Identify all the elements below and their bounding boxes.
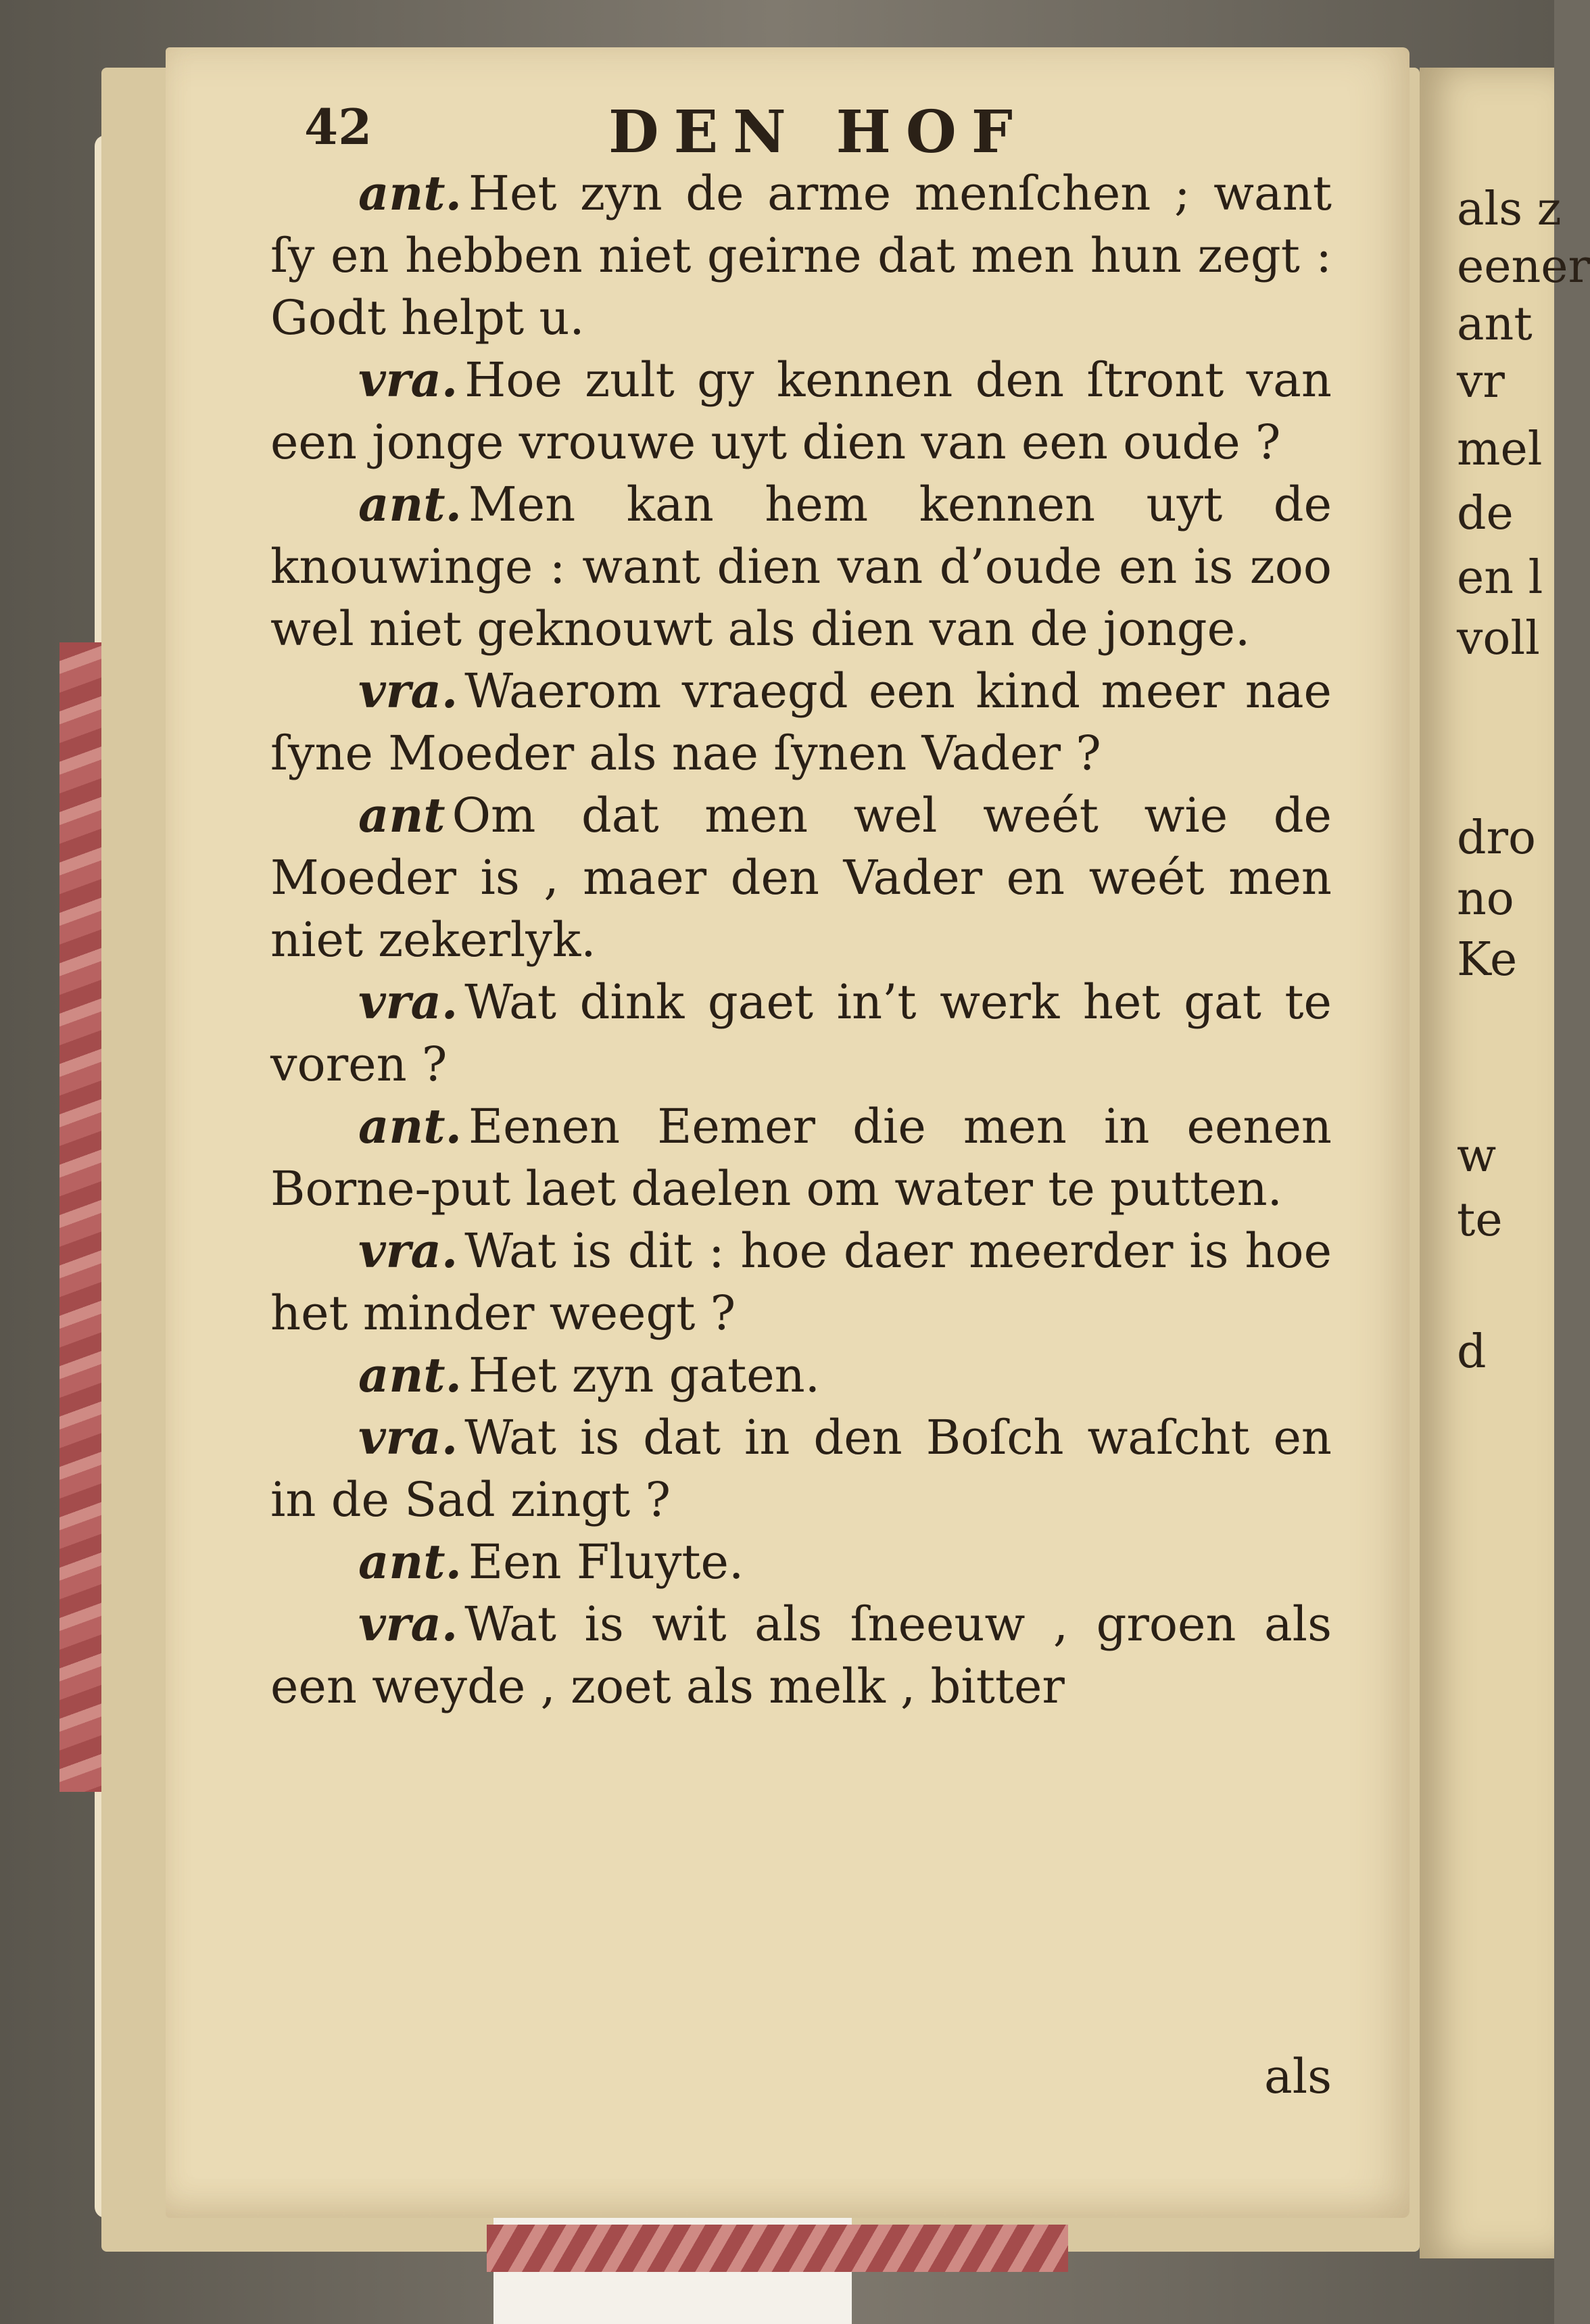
entry-text: Een Fluyte. — [468, 1534, 744, 1590]
entry-text: Het zyn gaten. — [468, 1348, 821, 1403]
facing-page-fragment: w — [1457, 1129, 1497, 1183]
entry-label: ant. — [358, 1534, 462, 1590]
running-title: DEN HOF — [608, 98, 1028, 166]
entry-label: vra. — [358, 1409, 458, 1465]
entry — [270, 1220, 1332, 1344]
entry-text: Wat is dat in den Boſch waſcht en in de Sad zingt ? — [270, 1410, 1332, 1527]
entry — [270, 1531, 1332, 1593]
entry-text: Wat is wit als ſneeuw , groen als een weyde , zoet als melk , bitter — [270, 1596, 1332, 1714]
page-number: 42 — [304, 98, 372, 156]
entry-text: Om dat men wel weét wie de Moeder is , maer den Vader en weét men niet zekerlyk. — [270, 788, 1332, 968]
facing-page-fragment: Ke — [1457, 933, 1518, 987]
facing-page-fragment: eener — [1457, 240, 1590, 293]
entry — [270, 349, 1332, 473]
entry-label: vra. — [358, 1223, 458, 1279]
facing-page-fragment: ant — [1457, 298, 1533, 351]
facing-page-fragment: vr — [1457, 355, 1505, 408]
entry-label: ant. — [358, 1098, 462, 1154]
facing-page-fragment: no — [1457, 872, 1514, 926]
page-text — [270, 162, 1332, 1717]
entry — [270, 473, 1332, 660]
entry — [270, 1593, 1332, 1717]
facing-page-fragment: d — [1457, 1325, 1487, 1379]
facing-page-fragment: de — [1457, 487, 1514, 540]
entry — [270, 784, 1332, 971]
entry — [270, 1406, 1332, 1531]
entry-label: vra. — [358, 974, 458, 1030]
entry-label: ant. — [358, 1347, 462, 1403]
facing-page-fragment: voll — [1457, 612, 1540, 665]
facing-page-fragment: te — [1457, 1193, 1503, 1247]
entry — [270, 1344, 1332, 1406]
entry — [270, 162, 1332, 349]
entry-label: ant. — [358, 165, 462, 221]
entry — [270, 660, 1332, 784]
entry-text: Wat dink gaet in’t werk het gat te voren ? — [270, 974, 1332, 1092]
entry — [270, 971, 1332, 1095]
entry-text: Eenen Eemer die men in eenen Borne-put laet daelen om water te putten. — [270, 1099, 1332, 1216]
entry-text: Wat is dit : hoe daer meerder is hoe het minder weegt ? — [270, 1223, 1332, 1341]
entry-label: ant — [358, 787, 445, 843]
catchword: als — [1264, 2049, 1332, 2104]
entry-text: Men kan hem kennen uyt de knouwinge : want dien van d’oude en is zoo wel niet geknouwt als dien van de jonge. — [270, 477, 1332, 657]
entry-label: vra. — [358, 352, 458, 408]
facing-page-fragment: dro — [1457, 811, 1536, 865]
marbled-cover-bottom — [487, 2225, 1068, 2272]
entry-label: vra. — [358, 663, 458, 719]
facing-page-fragment: als z — [1457, 183, 1562, 236]
entry-text: Het zyn de arme menſchen ; want ſy en hebben niet geirne dat men hun zegt : Godt helpt u. — [270, 166, 1332, 346]
entry-text: Hoe zult gy kennen den ſtront van een jonge vrouwe uyt dien van een oude ? — [270, 352, 1332, 470]
entry-text: Waerom vraegd een kind meer nae ſyne Moeder als nae ſynen Vader ? — [270, 663, 1332, 781]
facing-page-fragment: mel — [1457, 423, 1543, 476]
entry-label: ant. — [358, 476, 462, 532]
facing-page-fragment: en l — [1457, 551, 1543, 604]
entry — [270, 1095, 1332, 1220]
entry-label: vra. — [358, 1596, 458, 1652]
